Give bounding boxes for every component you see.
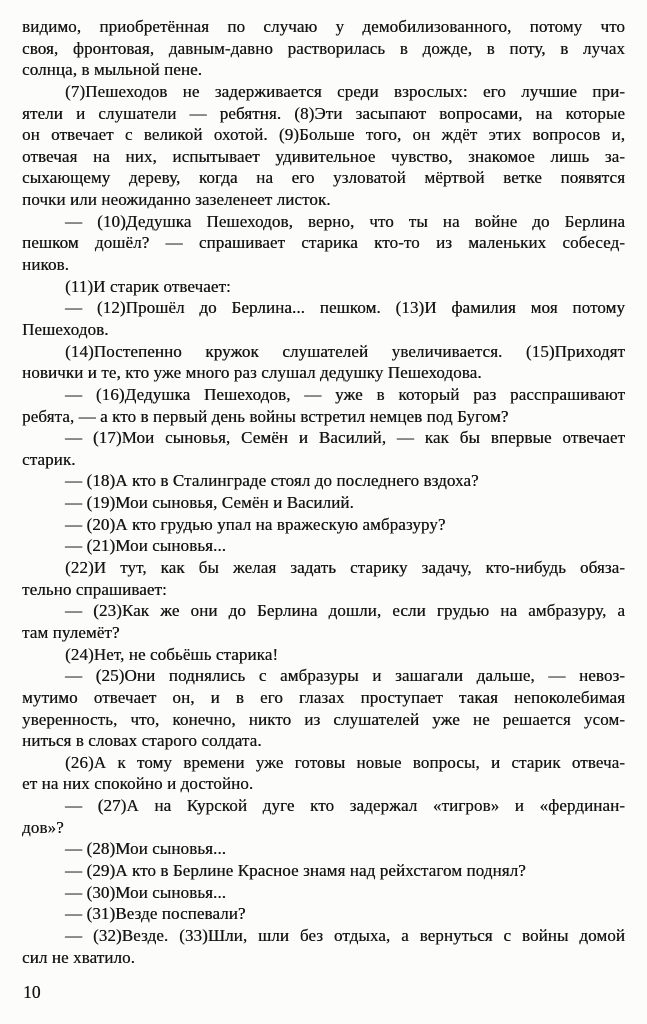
text-line: — (25)Они поднялись с амбразуры и зашагали дальше, — невоз- [65,666,625,686]
text-line: — (12)Прошёл до Берлина... пешком. (13)И фамилия моя потому [65,298,625,318]
text-line: — (28)Мои сыновья... [65,839,227,859]
text-line: — (30)Мои сыновья... [65,882,227,902]
text-line: — (18)А кто в Сталинграде стоял до последнего вздоха? [65,471,479,491]
text-line: — (27)А на Курской дуге кто задержал «тигров» и «фердинан- [65,796,625,816]
text-line: (14)Постепенно кружок слушателей увеличивается. (15)Приходят [65,341,625,361]
text-line: мутимо отвечает он, и в его глазах проступает такая непоколебимая [22,687,625,707]
text-line: Пешеходов. [22,319,109,339]
text-line: — (23)Как же они до Берлина дошли, если грудью на амбразуру, а [65,601,625,621]
text-line: (22)И тут, как бы желая задать старику задачу, кто-нибудь обяза- [65,558,625,578]
text-line: — (31)Везде поспевали? [65,904,246,924]
text-line: уверенность, что, конечно, никто из слушателей уже не решается усом- [22,709,625,729]
text-line: ет на них спокойно и достойно. [22,774,254,794]
text-line: — (29)А кто в Берлине Красное знамя над рейхстагом поднял? [65,860,526,880]
text-line: ребята, — а кто в первый день войны встретил немцев под Бугом? [22,406,509,426]
text-line: — (19)Мои сыновья, Семён и Василий. [65,493,354,513]
text-line: сыхающему дереву, когда на его узловатой мёртвой ветке появятся [22,168,625,188]
text-line: там пулемёт? [22,622,120,642]
text-line: (24)Нет, не собьёшь старика! [65,644,279,664]
text-line: — (32)Везде. (33)Шли, шли без отдыха, а вернуться с войны домой [65,925,625,945]
text-line: — (21)Мои сыновья... [65,536,227,556]
text-line: (11)И старик отвечает: [65,276,231,296]
text-line: — (16)Дедушка Пешеходов, — уже в который раз расспрашивают [65,384,625,404]
text-line: ниться в словах старого солдата. [22,731,262,751]
text-line: новички и те, кто уже много раз слушал дедушку Пешеходова. [22,363,482,383]
text-line: тельно спрашивает: [22,579,167,599]
text-line: солнца, в мыльной пене. [22,60,203,80]
text-line: ников. [22,255,69,275]
text-line: — (17)Мои сыновья, Семён и Василий, — как бы впервые отвечает [65,428,625,448]
page-number: 10 [23,982,41,1002]
text-line: почки или неожиданно зазеленеет листок. [22,190,331,210]
text-line: своя, фронтовая, давным-давно растворилась в дожде, в поту, в лучах [22,38,625,58]
text-line: — (20)А кто грудью упал на вражескую амбразуру? [65,514,446,534]
text-line: пешком дошёл? — спрашивает старика кто-то из маленьких собесед- [22,233,625,253]
text-line: видимо, приобретённая по случаю у демобилизованного, потому что [22,17,625,36]
text-lines [22,16,625,968]
text-line: дов»? [22,817,64,837]
text-line: отвечая на них, испытывает удивительное чувство, знакомое лишь за- [22,146,625,166]
text-line: — (10)Дедушка Пешеходов, верно, что ты на войне до Берлина [65,211,625,231]
text-line: (26)А к тому времени уже готовы новые вопросы, и старик отвеча- [65,752,625,772]
text-line: ятели и слушатели — ребятня. (8)Эти засыпают вопросами, на которые [22,103,625,123]
text-line: сил не хватило. [22,947,135,967]
text-line: он отвечает с великой охотой. (9)Больше того, он ждёт этих вопросов и, [22,125,625,145]
text-line: (7)Пешеходов не задерживается среди взрослых: его лучшие при- [65,81,625,101]
text-line: старик. [22,449,76,469]
